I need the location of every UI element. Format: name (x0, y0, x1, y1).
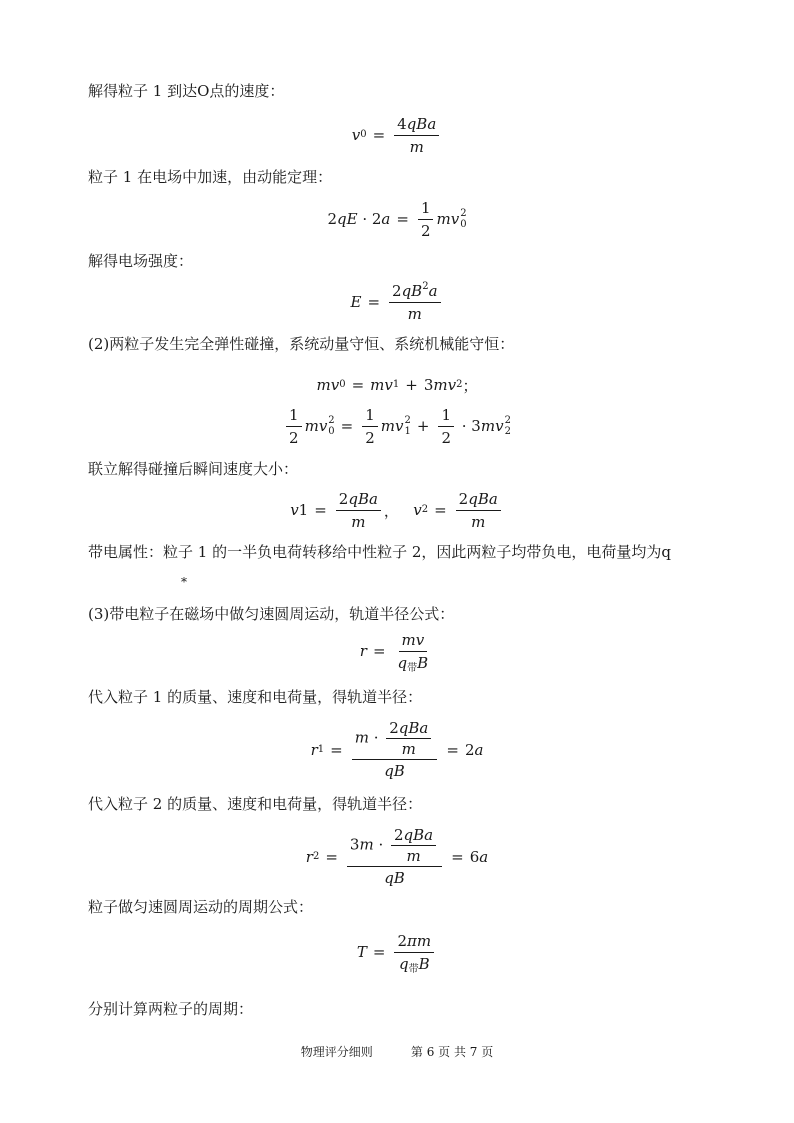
text-line-7: (3)带电粒子在磁场中做匀速圆周运动，轨道半径公式： (88, 605, 455, 623)
text-line-9: 代入粒子 2 的质量、速度和电荷量，得轨道半径： (88, 795, 423, 813)
text-line-11: 分别计算两粒子的周期： (88, 1000, 254, 1018)
formula-v0: v 0 = $\frac{\text{4qBa}}{m}$ (0, 115, 794, 155)
text-line-1: 解得粒子 1 到达O点的速度： (88, 82, 285, 100)
formula-period: T = $\frac{2\pi m}{q_带B}$ (0, 930, 794, 974)
text-line-5: 联立解得碰撞后瞬间速度大小： (88, 460, 299, 478)
formula-velocities: v 1 = $\frac{\text{2qBa}}{m}$ ， v 2 = $\frac{\text{2qBa}}{m}$ (0, 489, 794, 531)
formula-energy: 2 qE · 2 a = $\frac{1}{2}$ mv 2 0 (327, 198, 467, 240)
text-line-2: 粒子 1 在电场中加速，由动能定理： (88, 168, 333, 186)
text-line-8: 代入粒子 1 的质量、速度和电荷量，得轨道半径： (88, 688, 423, 706)
page-footer: 物理评分细则 第 6 页 共 7 页 (300, 1045, 494, 1059)
formula-r2: r 2 = 3m · $\frac{\text{2qBa}}{m}$ qB = 6 a (305, 826, 489, 887)
text-line-3: 解得电场强度： (88, 252, 194, 270)
footnote-star: * (181, 575, 187, 589)
formula-radius: r = $\frac{mv}{q_带B}$ (359, 630, 429, 674)
formula-E: E = $\frac{2qB^2a}{m}$ (0, 282, 794, 322)
formula-r1: r 1 = m · $\frac{\text{2qBa}}{m}$ qB = 2 a (310, 719, 484, 780)
text-line-10: 粒子做匀速圆周运动的周期公式： (88, 898, 314, 916)
formula-momentum: mv 0 = mv 1 + 3 mv 2 ； (316, 376, 478, 395)
text-line-4: (2)两粒子发生完全弹性碰撞，系统动量守恒、系统机械能守恒： (88, 335, 515, 353)
formula-energy-conservation: $\frac{1}{2}$ mv 2 0 = $\frac{1}{2}$ mv 2 1 + $\frac{1}{2}$ · 3 mv 2 2 (0, 404, 794, 448)
text-line-6: 带电属性：粒子 1 的一半负电荷转移给中性粒子 2，因此两粒子均带负电，电荷量均为q (88, 543, 671, 561)
